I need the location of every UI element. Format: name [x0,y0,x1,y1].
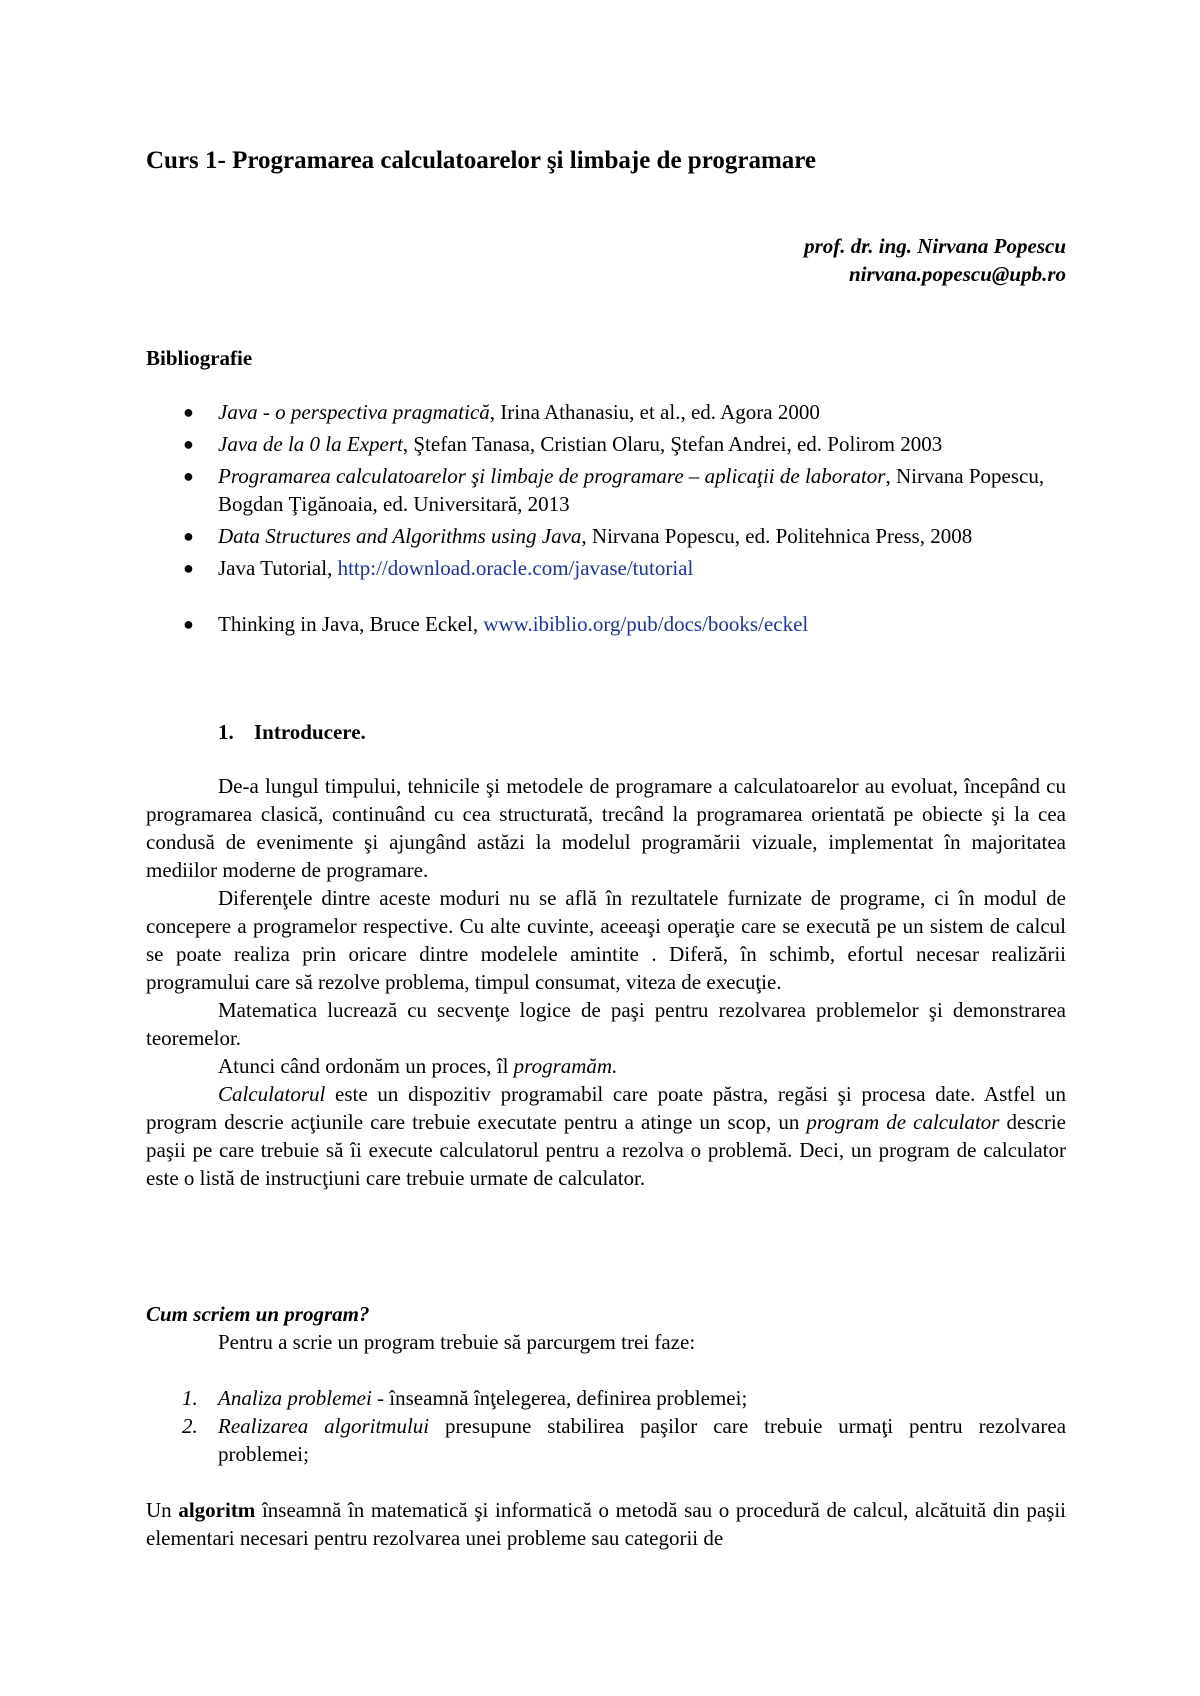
bibliography-item: ● Java - o perspectiva pragmatică, Irina Athanasiu, et al., ed. Agora 2000 [183,400,820,424]
bibliography-item: ● Programarea calculatoarelor şi limbaje de programare – aplicaţii de laborator, Nirvana Popescu, Bogdan Ţigănoaia, ed. Universitară, 2013 [183,464,1045,516]
paragraph: Calculatorul este un dispozitiv programabil care poate păstra, regăsi şi procesa date. Astfel un program descrie acţiunile care trebuie executate pentru a atinge un scop, un program de calculator descrie paşii pe care trebuie să îi execute calculatorul pentru a rezolva o problemă. Deci, un program de calculator este o listă de instrucţiuni care trebuie urmate de calculator. [146,1082,1066,1190]
page-title: Curs 1- Programarea calculatoarelor şi limbaje de programare [146,147,817,174]
bullet-icon: ● [183,466,194,486]
bibliography-item: ● Java de la 0 la Expert, Ştefan Tanasa, Cristian Olaru, Ştefan Andrei, ed. Polirom 2003 [183,432,943,456]
algorithm-paragraph: Un algoritm înseamnă în matematică şi informatică o metodă sau o procedură de calcul, alcătuită din paşii elementari necesari pentru rezolvarea unei probleme sau categorii de [146,1498,1066,1550]
paragraph: De-a lungul timpului, tehnicile şi metodele de programare a calculatoarelor au evoluat, începând cu programarea clasică, continuând cu cea structurată, trecând la programarea orientată pe obiecte şi la cea condusă de evenimente şi ajungând astăzi la modelul programării vizuale, implementat în majoritatea mediilor moderne de programare. [146,774,1066,882]
bullet-icon: ● [183,402,194,422]
eckel-link[interactable]: www.ibiblio.org/pub/docs/books/eckel [483,612,809,636]
author-block [146,232,1066,288]
paragraph: Atunci când ordonăm un proces, îl programăm. [218,1054,618,1078]
bullet-icon: ● [183,434,194,454]
phase-number: 1. [182,1386,198,1410]
bibliography-item: ● Thinking in Java, Bruce Eckel, www.ibiblio.org/pub/docs/books/eckel [183,612,809,636]
section-title: Introducere. [254,720,366,744]
howto-lead: Pentru a scrie un program trebuie să parcurgem trei faze: [218,1330,696,1354]
section-number: 1. [218,720,234,744]
howto-heading: Cum scriem un program? [146,1302,370,1326]
phase-item: 1. Analiza problemei - înseamnă înţelegerea, definirea problemei; [182,1386,748,1410]
phases-list [146,1384,1066,1468]
tutorial-link[interactable]: http://download.oracle.com/javase/tutorial [337,556,694,580]
paragraph: Diferenţele dintre aceste moduri nu se află în rezultatele furnizate de programe, ci în modul de concepere a programelor respective. Cu alte cuvinte, aceeaşi operaţie care se execută pe un sistem de calcul se poate realiza prin oricare dintre modelele amintite . Diferă, în schimb, efortul necesar realizării programului care să rezolve problema, timpul consumat, viteza de execuţie. [146,886,1066,994]
bibliography-list [146,398,1066,642]
author-name: prof. dr. ing. Nirvana Popescu [804,234,1066,258]
bullet-icon: ● [183,526,194,546]
bullet-icon: ● [183,558,194,578]
intro-text [146,772,1066,1192]
author-email[interactable]: nirvana.popescu@upb.ro [848,262,1066,286]
phase-number: 2. [182,1414,198,1438]
bibliography-item: ● Java Tutorial, http://download.oracle.com/javase/tutorial [183,556,694,580]
paragraph: Matematica lucrează cu secvenţe logice de paşi pentru rezolvarea problemelor şi demonstrarea teoremelor. [146,998,1066,1050]
phase-item: 2. Realizarea algoritmului presupune stabilirea paşilor care trebuie urmaţi pentru rezolvarea problemei; [182,1414,1067,1466]
bibliography-heading: Bibliografie [146,346,253,370]
bullet-icon: ● [183,614,194,634]
bibliography-item: ● Data Structures and Algorithms using Java, Nirvana Popescu, ed. Politehnica Press, 2008 [183,524,973,548]
section-heading [218,718,366,746]
